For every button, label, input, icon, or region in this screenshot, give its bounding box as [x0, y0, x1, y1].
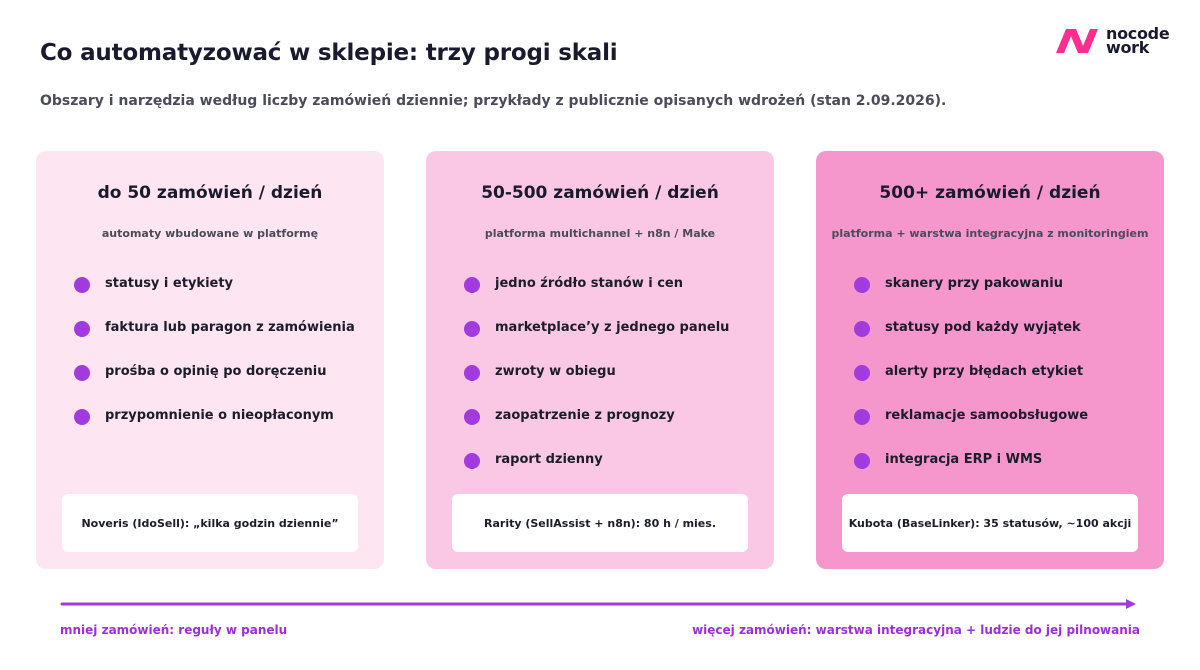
list-item-label: integracja ERP i WMS	[885, 452, 1043, 467]
tier-subtitle: platforma multichannel + n8n / Make	[484, 227, 716, 240]
tier-items	[74, 273, 355, 449]
logo-text	[1106, 24, 1170, 57]
list-item-label: marketplace’y z jednego panelu	[495, 320, 730, 335]
list-item	[464, 405, 729, 449]
list-item-label: statusy i etykiety	[105, 276, 234, 291]
tier-card-large	[816, 151, 1164, 569]
tier-items	[854, 273, 1088, 493]
bullet-dot-icon	[854, 365, 870, 381]
list-item	[854, 449, 1088, 493]
bullet-dot-icon	[854, 409, 870, 425]
bullet-dot-icon	[464, 409, 480, 425]
logo-line-2: work	[1106, 38, 1150, 57]
tier-subtitle: automaty wbudowane w platformę	[101, 227, 319, 240]
nocodework-logo	[1056, 24, 1170, 57]
list-item-label: skanery przy pakowaniu	[885, 276, 1063, 291]
tier-example: Rarity (SellAssist + n8n): 80 h / mies.	[452, 494, 748, 552]
list-item-label: faktura lub paragon z zamówienia	[105, 320, 355, 335]
bullet-dot-icon	[74, 365, 90, 381]
tier-subtitle: platforma + warstwa integracyjna z monitoringiem	[831, 227, 1149, 240]
list-item-label: raport dzienny	[495, 452, 603, 467]
bullet-dot-icon	[464, 321, 480, 337]
bullet-dot-icon	[74, 277, 90, 293]
page-subtitle: Obszary i narzędzia według liczby zamówień dziennie; przykłady z publicznie opisanych wdrożeń (stan 2.09.2026).	[40, 93, 947, 109]
tier-items	[464, 273, 729, 493]
list-item-label: statusy pod każdy wyjątek	[885, 320, 1081, 335]
logo-mark-icon	[1056, 27, 1100, 55]
list-item-label: reklamacje samoobsługowe	[885, 408, 1089, 423]
list-item-label: przypomnienie o nieopłaconym	[105, 408, 334, 423]
page-title: Co automatyzować w sklepie: trzy progi skali	[40, 40, 618, 66]
list-item-label: jedno źródło stanów i cen	[495, 276, 683, 291]
bullet-dot-icon	[464, 365, 480, 381]
list-item-label: prośba o opinię po doręczeniu	[105, 364, 327, 379]
tier-title: 50-500 zamówień / dzień	[481, 183, 719, 203]
tier-example: Kubota (BaseLinker): 35 statusów, ~100 akcji	[842, 494, 1138, 552]
list-item	[854, 317, 1088, 361]
list-item	[464, 361, 729, 405]
bullet-dot-icon	[74, 409, 90, 425]
tier-card-medium	[426, 151, 774, 569]
scale-label-low: mniej zamówień: reguły w panelu	[60, 623, 288, 637]
logo-line-1: nocode	[1106, 24, 1170, 43]
bullet-dot-icon	[464, 453, 480, 469]
list-item	[854, 273, 1088, 317]
list-item	[854, 361, 1088, 405]
tier-card-small	[36, 151, 384, 569]
tier-title: do 50 zamówień / dzień	[97, 183, 323, 203]
tier-example: Noveris (IdoSell): „kilka godzin dziennie”	[62, 494, 358, 552]
list-item	[854, 405, 1088, 449]
bullet-dot-icon	[854, 321, 870, 337]
list-item	[464, 273, 729, 317]
bullet-dot-icon	[74, 321, 90, 337]
list-item	[464, 317, 729, 361]
scale-label-high: więcej zamówień: warstwa integracyjna + ludzie do jej pilnowania	[692, 623, 1140, 637]
list-item	[74, 273, 355, 317]
tier-title: 500+ zamówień / dzień	[879, 183, 1101, 203]
bullet-dot-icon	[854, 277, 870, 293]
list-item	[74, 317, 355, 361]
list-item-label: alerty przy błędach etykiet	[885, 364, 1084, 379]
bullet-dot-icon	[464, 277, 480, 293]
bullet-dot-icon	[854, 453, 870, 469]
list-item-label: zwroty w obiegu	[495, 364, 616, 379]
list-item	[74, 405, 355, 449]
list-item	[464, 449, 729, 493]
scale-arrow-icon	[60, 596, 1140, 612]
list-item-label: zaopatrzenie z prognozy	[495, 408, 675, 423]
list-item	[74, 361, 355, 405]
